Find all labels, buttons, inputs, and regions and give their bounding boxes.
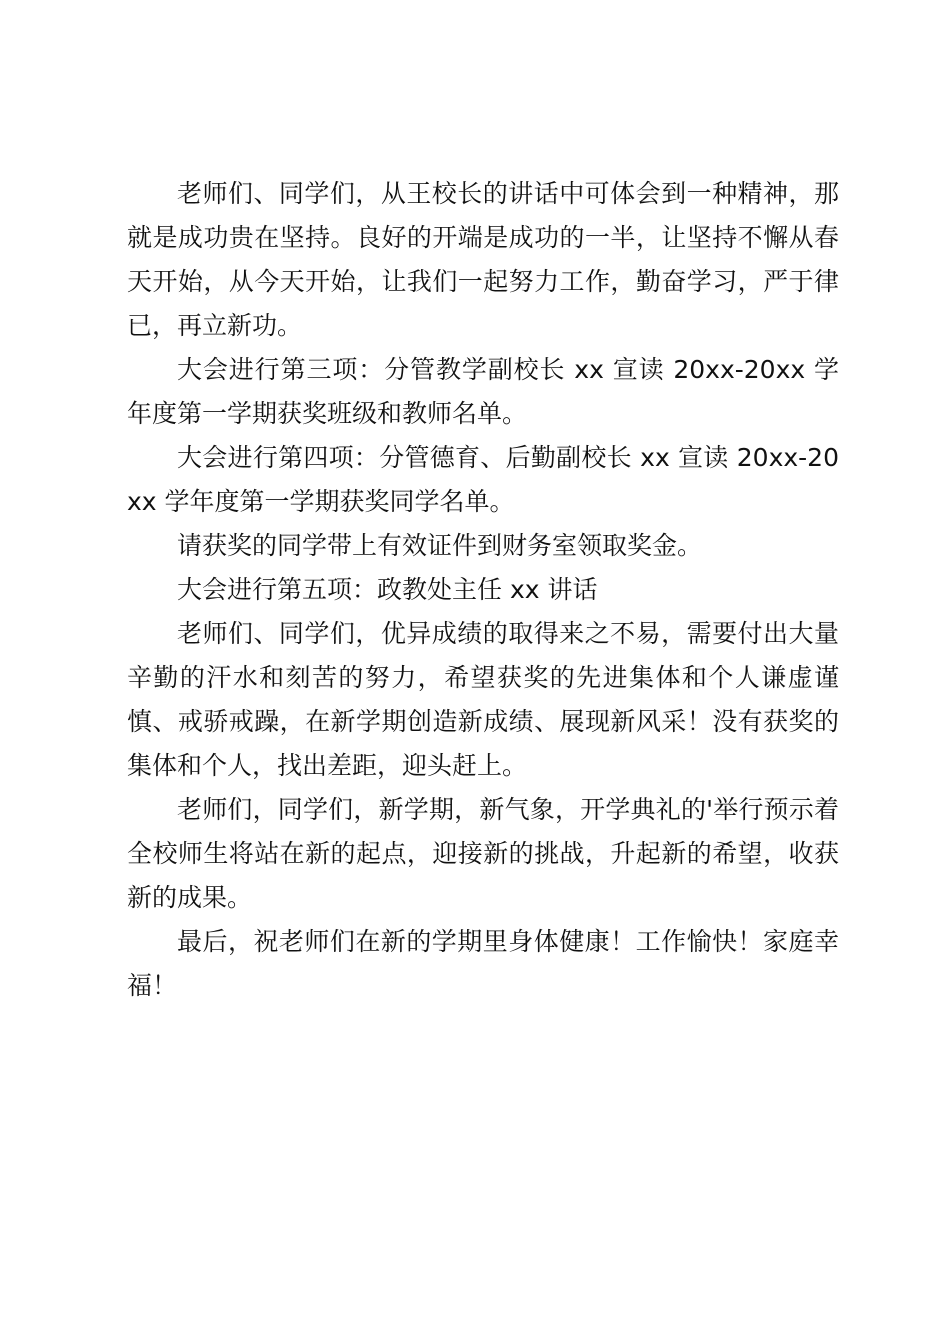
paragraph-5: 大会进行第五项：政教处主任 xx 讲话: [177, 575, 598, 604]
paragraph-7: 老师们，同学们，新学期，新气象，开学典礼的'举行预示着全校师生将站在新的起点，迎接新的挑战，升起新的希望，收获新的成果。: [127, 795, 839, 912]
paragraph-3: 大会进行第四项：分管德育、后勤副校长 xx 宣读 20xx-20xx 学年度第一学期获奖同学名单。: [127, 443, 839, 516]
paragraph-6: 老师们、同学们，优异成绩的取得来之不易，需要付出大量辛勤的汗水和刻苦的努力，希望获奖的先进集体和个人谦虚谨慎、戒骄戒躁，在新学期创造新成绩、展现新风采！没有获奖的集体和个人，找出差距，迎头赶上。: [127, 619, 839, 780]
document-body: [127, 172, 839, 1008]
paragraph-2: 大会进行第三项：分管教学副校长 xx 宣读 20xx-20xx 学年度第一学期获奖班级和教师名单。: [127, 355, 839, 428]
paragraph-1: 老师们、同学们，从王校长的讲话中可体会到一种精神，那就是成功贵在坚持。良好的开端是成功的一半，让坚持不懈从春天开始，从今天开始，让我们一起努力工作，勤奋学习，严于律已，再立新功。: [127, 179, 839, 340]
paragraph-4: 请获奖的同学带上有效证件到财务室领取奖金。: [177, 531, 703, 560]
paragraph-8: 最后，祝老师们在新的学期里身体健康！工作愉快！家庭幸福！: [127, 927, 839, 1000]
